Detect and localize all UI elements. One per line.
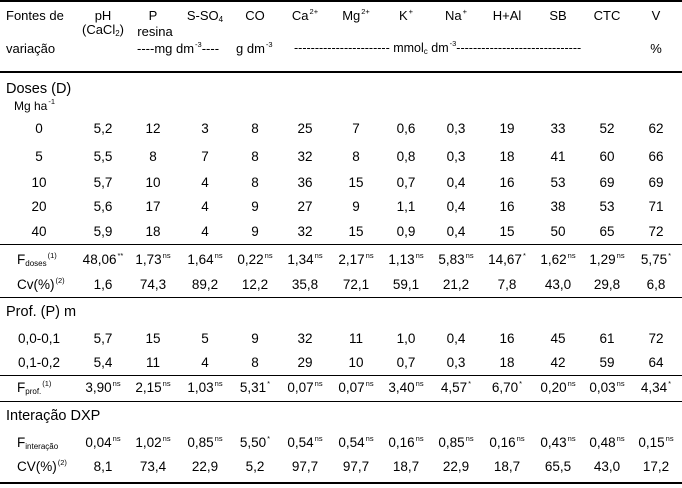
dose-label: 40	[31, 224, 47, 239]
header-ctc: CTC	[593, 8, 621, 23]
prof-rule	[0, 375, 682, 376]
table-cell: 29	[297, 355, 313, 370]
f-interaction-label: $F_{interação}$	[17, 435, 59, 451]
table-cell: 0,8	[396, 149, 416, 164]
table-cell: 22,9	[442, 459, 470, 474]
table-cell: $0,48^{ns}$	[589, 434, 625, 450]
f-doses-label: $F_{doses}^{(1)}$	[17, 251, 57, 268]
table-cell: 71	[648, 199, 664, 214]
table-cell: 25	[297, 121, 313, 136]
table-cell: 9	[352, 199, 360, 214]
table-cell: $1,62^{ns}$	[540, 251, 576, 267]
table-cell: 9	[251, 224, 259, 239]
bottom-rule	[0, 482, 682, 484]
table-cell: 0,4	[446, 175, 466, 190]
unit-g-dm3: g $dm^{-3}$	[236, 40, 273, 56]
header-hal: H+Al	[492, 8, 522, 23]
table-cell: 5	[201, 331, 209, 346]
table-cell: 16	[499, 199, 515, 214]
dose-label: 20	[31, 199, 47, 214]
header-s-so4: $S-SO_4$	[186, 8, 224, 24]
header-co: CO	[245, 8, 265, 23]
doses-unit: Mg $ha^{-1}$	[14, 97, 56, 113]
table-cell: 5,9	[93, 224, 113, 239]
table-cell: 10	[348, 355, 364, 370]
dose-label: 5	[35, 149, 43, 164]
doses-rule	[0, 244, 682, 245]
table-cell: 7	[201, 149, 209, 164]
header-v: V	[651, 8, 661, 23]
table-cell: 22,9	[191, 459, 219, 474]
table-cell: 18	[145, 224, 161, 239]
header-ca: $Ca^{2+}$	[291, 7, 319, 23]
table-cell: 5,4	[93, 355, 113, 370]
table-cell: 0,3	[446, 355, 466, 370]
table-cell: 32	[297, 224, 313, 239]
table-cell: $0,20^{ns}$	[540, 379, 576, 395]
table-cell: 32	[297, 331, 313, 346]
table-cell: 18	[499, 149, 515, 164]
table-cell: 7	[352, 121, 360, 136]
table-cell: 5,75*	[640, 251, 672, 267]
table-cell: 8	[251, 175, 259, 190]
table-cell: 43,0	[544, 277, 572, 292]
dose-label: 10	[31, 175, 47, 190]
f-prof-label: $F_{prof.}^{(1)}$	[17, 379, 52, 396]
table-cell: 18	[499, 355, 515, 370]
table-cell: 5,6	[93, 199, 113, 214]
table-cell: 97,7	[342, 459, 370, 474]
table-cell: 35,8	[291, 277, 319, 292]
table-cell: 62	[648, 121, 664, 136]
unit-mg-dm3: ----mg $dm^{-3}----$	[137, 40, 220, 56]
table-cell: $0,85^{ns}$	[187, 434, 223, 450]
table-cell: 74,3	[139, 277, 167, 292]
table-cell: 4,34*	[640, 379, 672, 395]
table-cell: 0,7	[396, 175, 416, 190]
table-cell: 17	[145, 199, 161, 214]
depth-label: 0,1-0,2	[17, 355, 61, 370]
table-cell: 0,9	[396, 224, 416, 239]
table-cell: 0,3	[446, 121, 466, 136]
table-cell: 8	[251, 355, 259, 370]
header-p-resina: resina	[137, 24, 173, 39]
table-cell: 41	[550, 149, 566, 164]
table-cell: 0,4	[446, 224, 466, 239]
table-cell: 1,6	[93, 277, 113, 292]
interaction-section-title: Interação DXP	[6, 408, 101, 424]
table-cell: $1,13^{ns}$	[388, 251, 424, 267]
table-cell: $0,85^{ns}$	[438, 434, 474, 450]
table-cell: 38	[550, 199, 566, 214]
header-rule	[0, 71, 682, 73]
table-cell: 4	[201, 199, 209, 214]
table-cell: $0,07^{ns}$	[338, 379, 374, 395]
table-cell: 9	[251, 331, 259, 346]
cv-doses-rule	[0, 297, 682, 298]
table-cell: 15	[348, 224, 364, 239]
table-cell: 32	[297, 149, 313, 164]
cv-doses-label: Cv(%)$^{(2)}$	[17, 276, 65, 292]
table-cell: 73,4	[139, 459, 167, 474]
table-cell: 33	[550, 121, 566, 136]
table-cell: 72	[648, 331, 664, 346]
header-ph-cacl2: (CaCl$_2$)	[81, 22, 125, 38]
table-cell: 7,8	[497, 277, 517, 292]
table-cell: 69	[648, 175, 664, 190]
table-cell: $1,34^{ns}$	[287, 251, 323, 267]
table-cell: $2,15^{ns}$	[135, 379, 171, 395]
table-cell: $3,40^{ns}$	[388, 379, 424, 395]
table-cell: $0,16^{ns}$	[388, 434, 424, 450]
table-cell: 12,2	[241, 277, 269, 292]
table-cell: 15	[499, 224, 515, 239]
doses-section-title: Doses (D)	[6, 81, 72, 97]
table-cell: 4	[201, 224, 209, 239]
table-cell: 5,50*	[239, 434, 271, 450]
table-cell: $0,43^{ns}$	[540, 434, 576, 450]
table-cell: 1,1	[396, 199, 416, 214]
table-cell: 8	[352, 149, 360, 164]
table-cell: 8	[251, 121, 259, 136]
table-cell: 3	[201, 121, 209, 136]
table-cell: $0,54^{ns}$	[287, 434, 323, 450]
table-cell: $0,16^{ns}$	[489, 434, 525, 450]
table-cell: 4,57*	[440, 379, 472, 395]
header-ph: pH	[94, 8, 112, 23]
table-cell: 27	[297, 199, 313, 214]
table-cell: 97,7	[291, 459, 319, 474]
unit-mmolc-dm3: ----------------------- mmol$_c$ $dm^{-3}------------------------------$	[294, 39, 582, 56]
unit-percent: %	[650, 41, 662, 56]
table-cell: 43,0	[593, 459, 621, 474]
table-cell: 60	[599, 149, 615, 164]
header-na: Na+	[444, 7, 468, 23]
table-cell: $0,54^{ns}$	[338, 434, 374, 450]
table-cell: 59,1	[392, 277, 420, 292]
table-cell: 5,2	[93, 121, 113, 136]
table-cell: $1,29^{ns}$	[589, 251, 625, 267]
dose-label: 0	[35, 121, 43, 136]
table-cell: 0,4	[446, 331, 466, 346]
table-cell: 0,3	[446, 149, 466, 164]
table-cell: 53	[550, 175, 566, 190]
table-cell: 0,4	[446, 199, 466, 214]
header-variacao: variação	[6, 41, 56, 56]
header-p: P	[148, 8, 158, 23]
table-cell: 66	[648, 149, 664, 164]
table-cell: 5,7	[93, 175, 113, 190]
prof-section-title: Prof. (P) m	[6, 304, 77, 320]
table-cell: 5,2	[245, 459, 265, 474]
header-sb: SB	[549, 8, 567, 23]
table-cell: 6,70*	[491, 379, 523, 395]
table-cell: 61	[599, 331, 615, 346]
table-cell: 8	[149, 149, 157, 164]
f-prof-rule	[0, 401, 682, 402]
table-cell: $3,90^{ns}$	[85, 379, 121, 395]
table-cell: 5,7	[93, 331, 113, 346]
header-mg: $Mg^{2+}$	[342, 7, 370, 23]
table-cell: $1,02^{ns}$	[135, 434, 171, 450]
table-cell: 15	[348, 175, 364, 190]
table-cell: 42	[550, 355, 566, 370]
table-cell: 45	[550, 331, 566, 346]
table-cell: 69	[599, 175, 615, 190]
table-cell: $0,03^{ns}$	[589, 379, 625, 395]
table-cell: 59	[599, 355, 615, 370]
table-cell: $1,64^{ns}$	[187, 251, 223, 267]
table-cell: 5,5	[93, 149, 113, 164]
header-fontes: Fontes de	[6, 8, 64, 23]
table-cell: 5,31*	[239, 379, 271, 395]
table-cell: 11	[145, 355, 161, 370]
table-cell: 0,7	[396, 355, 416, 370]
table-cell: 16	[499, 331, 515, 346]
header-k: K+	[398, 7, 414, 23]
table-cell: 48,06**	[82, 251, 124, 267]
table-cell: $1,73^{ns}$	[135, 251, 171, 267]
table-cell: 72,1	[342, 277, 370, 292]
table-cell: $0,04^{ns}$	[85, 434, 121, 450]
table-cell: 11	[348, 331, 364, 346]
table-cell: 36	[297, 175, 313, 190]
table-cell: 14,67*	[488, 251, 526, 267]
table-cell: $5,83^{ns}$	[438, 251, 474, 267]
table-cell: 19	[499, 121, 515, 136]
top-rule	[0, 0, 682, 2]
table-cell: 72	[648, 224, 664, 239]
table-cell: 15	[145, 331, 161, 346]
table-cell: 18,7	[493, 459, 521, 474]
table-cell: 64	[648, 355, 664, 370]
table-cell: 65	[599, 224, 615, 239]
table-cell: $0,15^{ns}$	[638, 434, 674, 450]
table-cell: 12	[145, 121, 161, 136]
table-cell: 50	[550, 224, 566, 239]
table-cell: 18,7	[392, 459, 420, 474]
table-cell: $1,03^{ns}$	[187, 379, 223, 395]
cv-interaction-label: CV(%)$^{(2)}$	[17, 458, 67, 474]
table-cell: 4	[201, 355, 209, 370]
table-cell: 10	[145, 175, 161, 190]
table-cell: $0,22^{ns}$	[237, 251, 273, 267]
table-cell: 6,8	[646, 277, 666, 292]
table-cell: 0,6	[396, 121, 416, 136]
table-cell: 29,8	[593, 277, 621, 292]
table-cell: 53	[599, 199, 615, 214]
table-cell: 4	[201, 175, 209, 190]
table-cell: 8	[251, 149, 259, 164]
table-cell: 21,2	[442, 277, 470, 292]
table-cell: 89,2	[191, 277, 219, 292]
table-cell: 52	[599, 121, 615, 136]
table-cell: 65,5	[544, 459, 572, 474]
table-cell: $2,17^{ns}$	[338, 251, 374, 267]
table-cell: 17,2	[642, 459, 670, 474]
depth-label: 0,0-0,1	[17, 331, 61, 346]
table-cell: $0,07^{ns}$	[287, 379, 323, 395]
table-cell: 1,0	[396, 331, 416, 346]
table-cell: 9	[251, 199, 259, 214]
table-cell: 16	[499, 175, 515, 190]
table-cell: 8,1	[93, 459, 113, 474]
